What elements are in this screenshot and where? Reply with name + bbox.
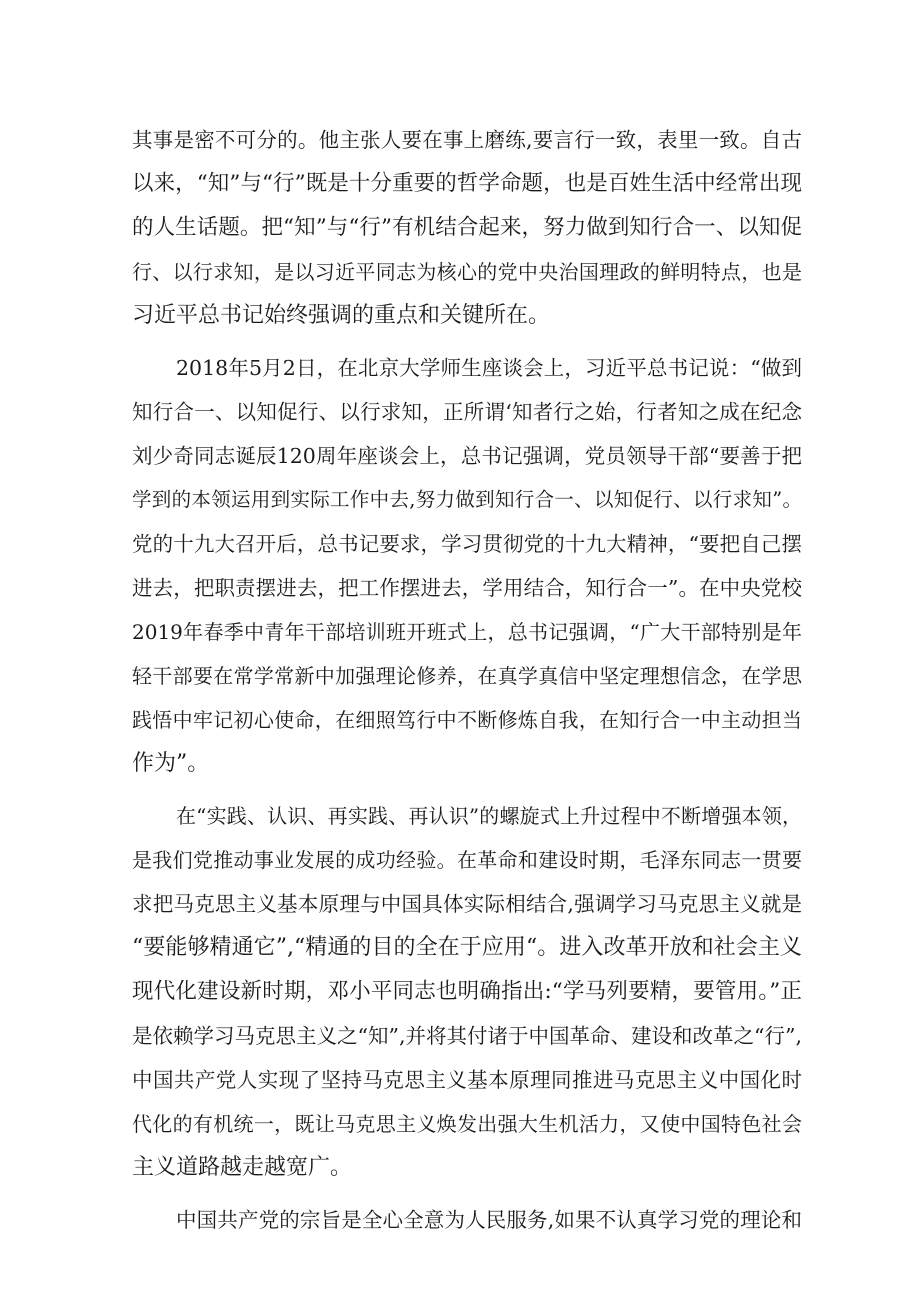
paragraph-line: 的人生话题。把“知”与“行”有机结合起来，努力做到知行合一、以知促 <box>132 215 802 240</box>
paragraph-3 <box>132 794 802 1190</box>
paragraph-line: 是依赖学习马克思主义之“知”,并将其付诸于中国革命、建设和改革之“行”, <box>132 1024 802 1048</box>
paragraph-line: 轻干部要在常学常新中加强理论修养，在真学真信中坚定理想信念，在学思 <box>132 664 802 688</box>
paragraph-line: 其事是密不可分的。他主张人要在事上磨练,要言行一致，表里一致。自古 <box>132 128 802 152</box>
paragraph-line: 代化的有机统一，既让马克思主义焕发出强大生机活力，又使中国特色社会 <box>132 1112 802 1136</box>
paragraph-line: 在“实践、认识、再实践、再认识”的螺旋式上升过程中不断增强本领， <box>176 804 802 828</box>
paragraph-line: 中国共产党人实现了坚持马克思主义基本原理同推进马克思主义中国化时 <box>132 1068 802 1092</box>
paragraph-line: 知行合一、以知促行、以行求知，正所谓‘知者行之始，行者知之成在纪念 <box>132 400 802 424</box>
paragraph-line: 践悟中牢记初心使命，在细照笃行中不断修炼自我，在知行合一中主动担当 <box>132 708 802 732</box>
paragraph-line: 主义道路越走越宽广。 <box>132 1155 353 1180</box>
paragraph-line: 求把马克思主义基本原理与中国具体实际相结合,强调学习马克思主义就是 <box>132 892 802 916</box>
paragraph-4 <box>132 1198 802 1242</box>
paragraph-line: 2018年5月2日，在北京大学师生座谈会上，习近平总书记说：“做到 <box>176 356 802 380</box>
paragraph-line: 习近平总书记始终强调的重点和关键所在。 <box>132 303 551 328</box>
paragraph-line: 学到的本领运用到实际工作中去,努力做到知行合一、以知促行、以行求知”。 <box>132 488 802 511</box>
paragraph-2 <box>132 346 802 786</box>
paragraph-line: 党的十九大召开后，总书记要求，学习贯彻党的十九大精神，“要把自己摆 <box>132 532 802 556</box>
paragraph-line: 进去，把职责摆进去，把工作摆进去，学用结合，知行合一”。在中央党校 <box>132 576 802 600</box>
paragraph-line: 刘少奇同志诞辰120周年座谈会上，总书记强调，党员领导干部“要善于把 <box>132 444 802 468</box>
paragraph-line: “要能够精通它”,“精通的目的全在于应用“。进入改革开放和社会主义 <box>132 935 802 960</box>
paragraph-line: 以来，“知”与“行”既是十分重要的哲学命题，也是百姓生活中经常出现 <box>132 171 802 196</box>
paragraph-1 <box>132 118 802 338</box>
paragraph-line: 现代化建设新时期，邓小平同志也明确指出:“学马列要精，要管用。”正 <box>132 979 802 1004</box>
paragraph-line: 行、以行求知，是以习近平同志为核心的党中央治国理政的鲜明特点，也是 <box>132 260 802 284</box>
paragraph-line: 作为”。 <box>132 751 210 776</box>
paragraph-line: 中国共产党的宗旨是全心全意为人民服务,如果不认真学习党的理论和 <box>176 1208 802 1232</box>
paragraph-line: 2019年春季中青年干部培训班开班式上，总书记强调，“广大干部特别是年 <box>132 620 802 644</box>
document-body <box>132 118 802 1242</box>
paragraph-line: 是我们党推动事业发展的成功经验。在革命和建设时期，毛泽东同志一贯要 <box>132 848 802 872</box>
